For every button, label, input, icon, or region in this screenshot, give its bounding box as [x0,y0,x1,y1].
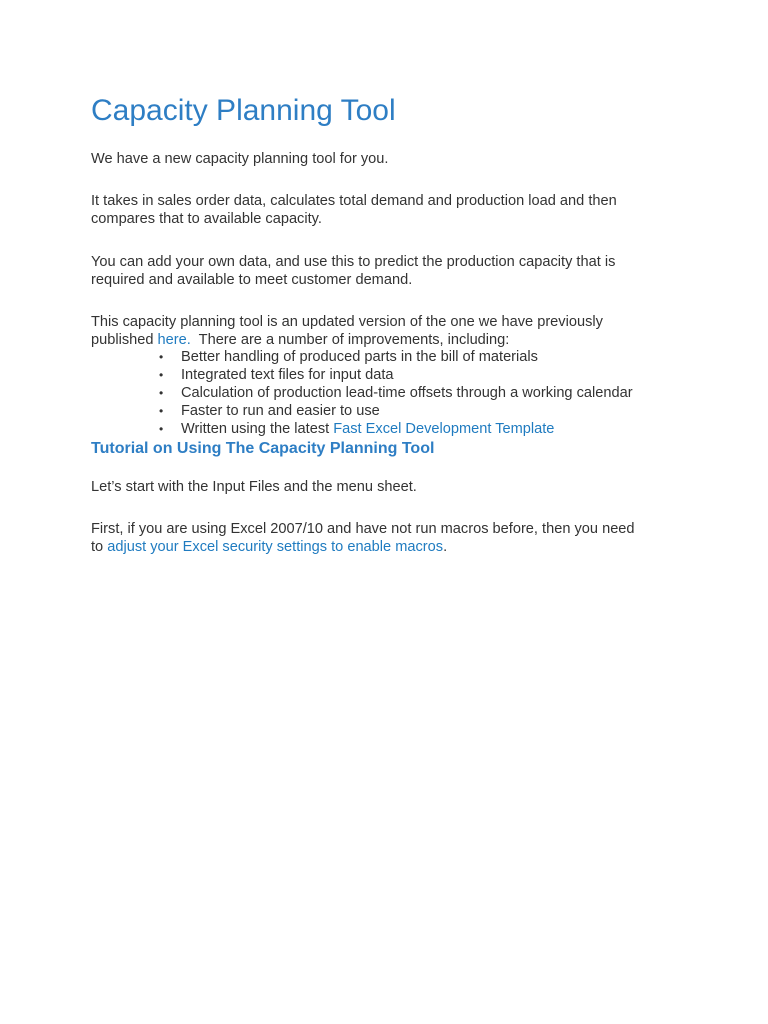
tutorial-heading: Tutorial on Using The Capacity Planning Tool [91,440,435,457]
own-data-paragraph [91,253,671,289]
list-item-text: Integrated text files for input data [181,367,394,383]
bullet-icon: • [159,368,164,382]
updated-version-suffix: There are a number of improvements, including: [190,332,510,348]
bullet-icon: • [159,422,164,436]
intro-paragraph: We have a new capacity planning tool for you. [91,151,389,167]
bullet-icon: • [159,386,164,400]
bullet-icon: • [159,350,164,364]
improvements-list [91,348,633,438]
list-item-text: Better handling of produced parts in the bill of materials [181,349,538,365]
updated-version-prefix: published [91,332,158,348]
fast-excel-template-link[interactable]: Fast Excel Development Template [333,421,555,437]
start-paragraph: Let’s start with the Input Files and the menu sheet. [91,479,417,495]
updated-version-paragraph [91,313,671,349]
list-item-text: Faster to run and easier to use [181,403,380,419]
macros-suffix: . [443,539,448,555]
list-item [91,366,633,384]
own-data-line-1: You can add your own data, and use this to predict the production capacity that is [91,254,616,270]
sales-order-line-1: It takes in sales order data, calculates total demand and production load and then [91,193,617,209]
security-settings-link[interactable]: adjust your Excel security settings to enable macros [107,539,444,555]
sales-order-paragraph [91,192,671,228]
bullet-icon: • [159,404,164,418]
macros-paragraph [91,520,671,556]
list-item [91,402,633,420]
page-title: Capacity Planning Tool [91,94,396,127]
own-data-line-2: required and available to meet customer demand. [91,272,413,288]
list-item [91,348,633,366]
list-item-text: Calculation of production lead-time offsets through a working calendar [181,385,633,401]
list-item-text: Written using the latest [181,421,334,437]
macros-prefix: to [91,539,108,555]
sales-order-line-2: compares that to available capacity. [91,211,322,227]
macros-line-1: First, if you are using Excel 2007/10 and have not run macros before, then you need [91,521,635,537]
here-link[interactable]: here. [157,332,191,348]
updated-version-line-1: This capacity planning tool is an updated version of the one we have previously [91,314,603,330]
list-item [91,384,633,402]
list-item [91,420,633,438]
